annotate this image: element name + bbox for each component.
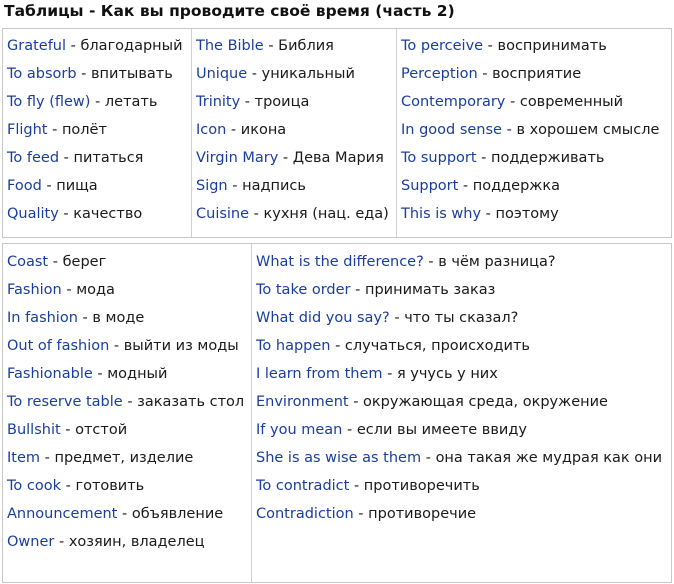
russian-translation: поддерживать [491,150,605,166]
english-term: Perception [401,66,478,82]
vocab-entry: Contemporary - современный [401,94,624,110]
russian-translation: икона [240,122,287,138]
vocab-entry: Quality - качество [7,206,143,222]
vocab-entry: This is why - поэтому [401,206,559,222]
vocab-entry: Bullshit - отстой [7,422,128,438]
table2-column-2 [252,244,671,582]
russian-translation: окружающая среда, окружение [363,394,608,410]
english-term: Coast [7,254,49,270]
english-term: To fly (flew) [7,94,91,110]
vocab-entry: Flight - полёт [7,122,107,138]
english-term: Bullshit [7,422,61,438]
english-term: Fashionable [7,366,93,382]
table1-column-1 [3,29,192,237]
russian-translation: она такая же мудрая как они [435,450,663,466]
russian-translation: противоречие [368,506,477,522]
russian-translation: троица [254,94,310,110]
english-term: Grateful [7,38,67,54]
vocab-entry: Virgin Mary - Дева Мария [196,150,384,166]
vocab-entry: Food - пища [7,178,98,194]
english-term: Trinity [196,94,241,110]
vocab-entry: Icon - икона [196,122,287,138]
russian-translation: в моде [92,310,145,326]
russian-translation: объявление [131,506,224,522]
russian-translation: поэтому [495,206,559,222]
english-term: Flight [7,122,48,138]
english-term: To take order [256,282,351,298]
table1-column-2 [192,29,397,237]
vocab-entry: Perception - восприятие [401,66,582,82]
vocab-entry: Grateful - благодарный [7,38,183,54]
english-term: Sign [196,178,228,194]
english-term: She is as wise as them [256,450,422,466]
english-term: Item [7,450,41,466]
russian-translation: случаться, происходить [344,338,530,354]
table2-column-1 [3,244,252,582]
english-term: Owner [7,534,55,550]
russian-translation: готовить [75,478,145,494]
russian-translation: предмет, изделие [54,450,194,466]
russian-translation: хозяин, владелец [68,534,205,550]
russian-translation: летать [104,94,158,110]
russian-translation: берег [62,254,107,270]
russian-translation: пища [56,178,98,194]
table1-column-3 [397,29,671,237]
vocab-entry: Support - поддержка [401,178,561,194]
english-term: In good sense [401,122,502,138]
vocab-entry: Fashionable - модный [7,366,168,382]
vocab-entry: Coast - берег [7,254,107,270]
russian-translation: что ты сказал? [404,310,519,326]
vocab-entry: Owner - хозяин, владелец [7,534,205,550]
russian-translation: в чём разница? [438,254,556,270]
russian-translation: заказать стол [137,394,245,410]
russian-translation: благодарный [80,38,183,54]
english-term: To cook [7,478,61,494]
russian-translation: Библия [278,38,334,54]
vocab-entry: Environment - окружающая среда, окружение [256,394,608,410]
english-term: To reserve table [7,394,123,410]
english-term: Announcement [7,506,118,522]
english-term: Contemporary [401,94,506,110]
vocab-entry: To support - поддерживать [401,150,605,166]
russian-translation: современный [519,94,624,110]
english-term: Contradiction [256,506,354,522]
english-term: The Bible [196,38,264,54]
vocab-entry: To absorb - впитывать [7,66,173,82]
vocab-entry: Announcement - объявление [7,506,224,522]
english-term: To perceive [401,38,484,54]
vocab-entry: She is as wise as them - она такая же мудрая как они [256,450,663,466]
russian-translation: полёт [61,122,107,138]
english-term: Environment [256,394,349,410]
vocab-entry: In fashion - в моде [7,310,145,326]
vocab-entry: To take order - принимать заказ [256,282,496,298]
english-term: Unique [196,66,248,82]
english-term: To support [401,150,477,166]
english-term: To happen [256,338,331,354]
vocab-entry: To feed - питаться [7,150,144,166]
vocab-entry: Contradiction - противоречие [256,506,477,522]
english-term: Virgin Mary [196,150,279,166]
english-term: This is why [401,206,482,222]
russian-translation: если вы имеете ввиду [356,422,527,438]
vocab-entry: To cook - готовить [7,478,145,494]
vocab-entry: Out of fashion - выйти из моды [7,338,239,354]
english-term: Support [401,178,459,194]
english-term: Out of fashion [7,338,110,354]
vocab-entry: Trinity - троица [196,94,310,110]
page-title: Таблицы - Как вы проводите своё время (часть 2) [4,2,455,20]
vocab-entry: If you mean - если вы имеете ввиду [256,422,527,438]
russian-translation: отстой [75,422,128,438]
vocab-table-2 [2,243,672,583]
russian-translation: Дева Мария [292,150,384,166]
russian-translation: выйти из моды [123,338,239,354]
english-term: In fashion [7,310,78,326]
vocab-entry: Cuisine - кухня (нац. еда) [196,206,389,222]
russian-translation: уникальный [261,66,355,82]
vocab-entry: Unique - уникальный [196,66,355,82]
english-term: To contradict [256,478,350,494]
vocab-table-1 [2,28,672,238]
vocab-entry: In good sense - в хорошем смысле [401,122,660,138]
russian-translation: надпись [242,178,306,194]
russian-translation: кухня (нац. еда) [263,206,389,222]
russian-translation: поддержка [472,178,561,194]
vocab-entry: To reserve table - заказать стол [7,394,245,410]
russian-translation: принимать заказ [364,282,496,298]
russian-translation: впитывать [91,66,173,82]
vocab-entry: Item - предмет, изделие [7,450,194,466]
english-term: Icon [196,122,227,138]
vocab-entry: To contradict - противоречить [256,478,480,494]
russian-translation: качество [73,206,143,222]
russian-translation: воспринимать [497,38,607,54]
english-term: Food [7,178,42,194]
russian-translation: я учусь у них [396,366,498,382]
russian-translation: противоречить [363,478,480,494]
vocab-entry: To happen - случаться, происходить [256,338,530,354]
english-term: If you mean [256,422,343,438]
vocab-entry: To fly (flew) - летать [7,94,158,110]
vocab-entry: Sign - надпись [196,178,306,194]
vocab-entry: To perceive - воспринимать [401,38,607,54]
russian-translation: в хорошем смысле [516,122,660,138]
english-term: I learn from them [256,366,383,382]
english-term: Cuisine [196,206,250,222]
vocab-entry: What is the difference? - в чём разница? [256,254,556,270]
english-term: What did you say? [256,310,390,326]
english-term: Fashion [7,282,62,298]
russian-translation: модный [107,366,168,382]
english-term: To feed [7,150,60,166]
russian-translation: мода [76,282,115,298]
vocab-entry: The Bible - Библия [196,38,334,54]
vocab-entry: Fashion - мода [7,282,115,298]
english-term: To absorb [7,66,77,82]
vocab-entry: I learn from them - я учусь у них [256,366,498,382]
english-term: What is the difference? [256,254,424,270]
russian-translation: восприятие [492,66,582,82]
vocab-entry: What did you say? - что ты сказал? [256,310,519,326]
russian-translation: питаться [73,150,144,166]
english-term: Quality [7,206,59,222]
